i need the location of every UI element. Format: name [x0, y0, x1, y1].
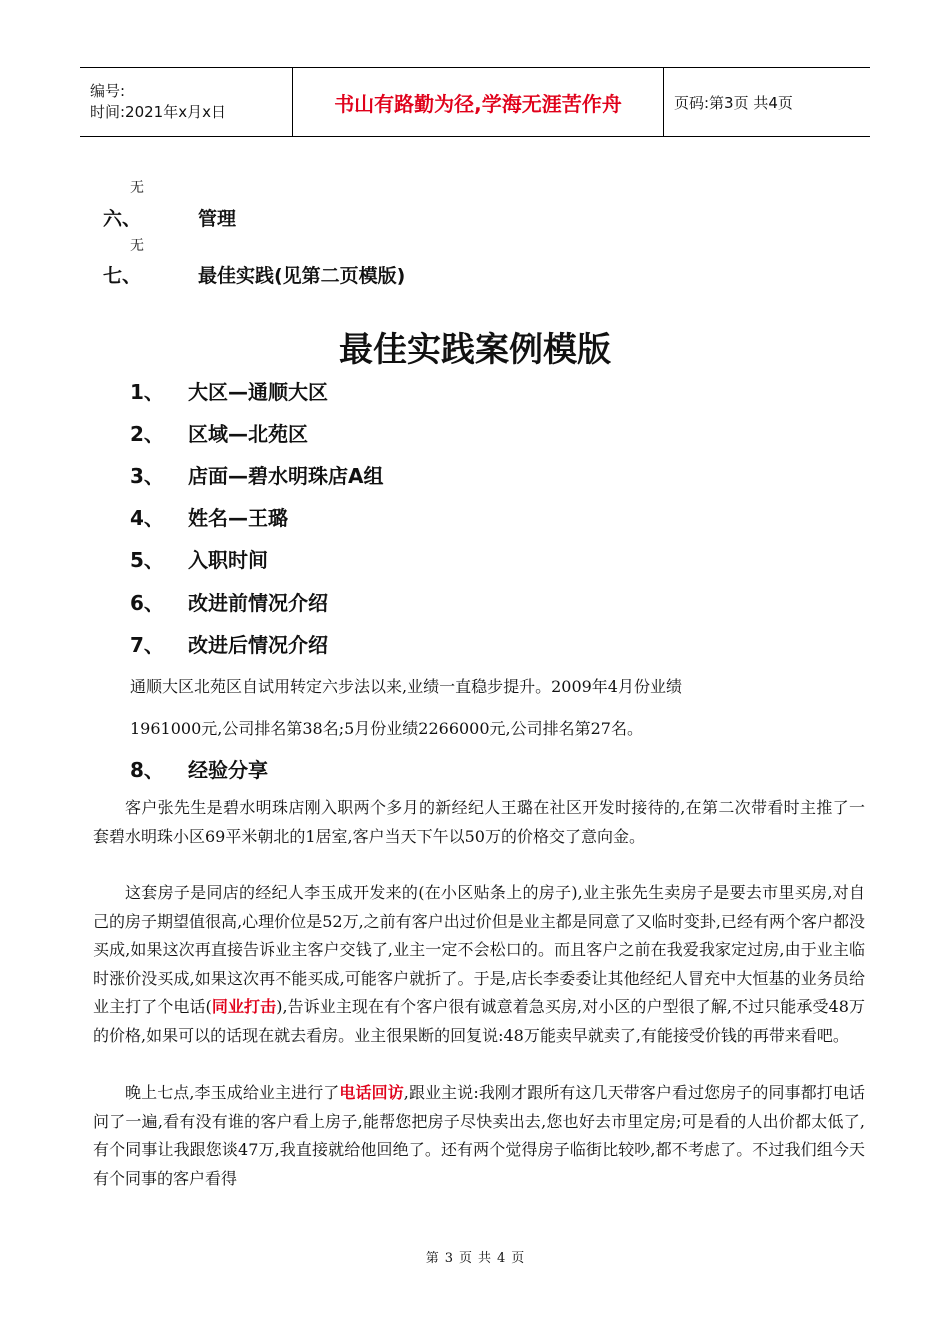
paragraph-2	[93, 879, 865, 1050]
paragraph-3-part-b: ,跟业主说:我刚才跟所有这几天带客户看过您房子的同事都打电话问了一遍,看有没有谁的客户看上房子,能帮您把房子尽快卖出去,您也好去市里定房;可是看的人出价都太低了,有个同事让我跟您谈47万,我直接就给他回绝了。还有两个觉得房子临街比较吵,都不考虑了。不过我们组今天有个同事的客户看得	[93, 1083, 865, 1188]
intro-line-2: 1961000元,公司排名第38名;5月份业绩2266000元,公司排名第27名。	[130, 719, 643, 738]
section-7-heading	[103, 261, 405, 288]
item-text: 姓名—王璐	[188, 506, 288, 530]
list-item	[130, 502, 288, 531]
item-number: 6、	[130, 591, 164, 615]
item-number: 5、	[130, 548, 164, 572]
list-item	[130, 418, 308, 447]
time-label: 时间:2021年x月x日	[90, 103, 226, 121]
footer-gong: 共	[478, 1251, 492, 1266]
paragraph-3	[93, 1079, 865, 1193]
item-number: 3、	[130, 464, 164, 488]
list-item	[130, 460, 383, 489]
list-item	[130, 544, 268, 573]
item-number: 1、	[130, 380, 164, 404]
item-text: 店面—碧水明珠店A组	[188, 464, 384, 488]
intro-line-1: 通顺大区北苑区自试用转定六步法以来,业绩一直稳步提升。2009年4月份业绩	[130, 677, 682, 696]
none-text-2: 无	[130, 238, 144, 254]
section-6-heading	[103, 204, 236, 231]
item-text: 大区—通顺大区	[188, 380, 328, 404]
header-motto-cell	[292, 68, 664, 136]
item-text: 入职时间	[188, 548, 268, 572]
page-info: 页码:第3页 共4页	[674, 93, 793, 112]
none-text-1: 无	[130, 180, 144, 196]
footer-ye: 页	[458, 1251, 472, 1266]
item-number: 8、	[130, 758, 164, 782]
footer-ye-2: 页	[511, 1251, 525, 1266]
item-number: 4、	[130, 506, 164, 530]
item-text: 改进前情况介绍	[188, 591, 328, 615]
template-title: 最佳实践案例模版	[339, 330, 611, 370]
paragraph-1: 客户张先生是碧水明珠店刚入职两个多月的新经纪人王璐在社区开发时接待的,在第二次带看时主推了一套碧水明珠小区69平米朝北的1居室,客户当天下午以50万的价格交了意向金。	[93, 798, 865, 846]
header-page-cell	[664, 68, 870, 136]
item-number: 7、	[130, 633, 164, 657]
item-text: 改进后情况介绍	[188, 633, 328, 657]
paragraph-2-part-b: ),告诉业主现在有个客户很有诚意着急买房,对小区的户型很了解,不过只能承受48万的价格,如果可以的话现在就去看房。业主很果断的回复说:48万能卖早就卖了,有能接受价钱的再带来看吧。	[93, 997, 865, 1045]
footer-di: 第	[425, 1251, 439, 1266]
paragraph-2-part-a: 这套房子是同店的经纪人李玉成开发来的(在小区贴条上的房子),业主张先生卖房子是要去市里买房,对自己的房子期望值很高,心理价位是52万,之前有客户出过价但是业主都是同意了又临时变卦,已经有两个客户都没买成,如果这次再直接告诉业主客户交钱了,业主一定不会松口的。而且客户之前在我爱我家定过房,由于业主临时涨价没买成,如果这次再不能买成,可能客户就折了。于是,店长李委委让其他经纪人冒充中大恒基的业务员给业主打了个电话(	[93, 883, 865, 1016]
list-item	[130, 376, 328, 405]
section-6-number: 六、	[103, 208, 142, 230]
paragraph-3-part-a: 晚上七点,李玉成给业主进行了	[125, 1083, 340, 1102]
number-label: 编号:	[90, 82, 126, 100]
list-item	[130, 629, 328, 658]
highlight-peer-attack: 同业打击	[211, 997, 277, 1016]
item-number: 2、	[130, 422, 164, 446]
list-item	[130, 587, 328, 616]
item-text: 区域—北苑区	[188, 422, 308, 446]
page-footer	[0, 1247, 950, 1266]
footer-page-number: 3	[444, 1251, 453, 1266]
motto: 书山有路勤为径,学海无涯苦作舟	[334, 91, 622, 116]
header-left-cell	[80, 68, 292, 136]
footer-total-pages: 4	[497, 1251, 506, 1266]
section-7-title: 最佳实践(见第二页模版)	[198, 265, 406, 287]
list-item	[130, 754, 268, 783]
page-header	[80, 67, 870, 137]
item-text: 经验分享	[188, 758, 268, 782]
highlight-phone-callback: 电话回访	[339, 1083, 404, 1102]
section-7-number: 七、	[103, 265, 142, 287]
section-6-title: 管理	[198, 208, 237, 230]
